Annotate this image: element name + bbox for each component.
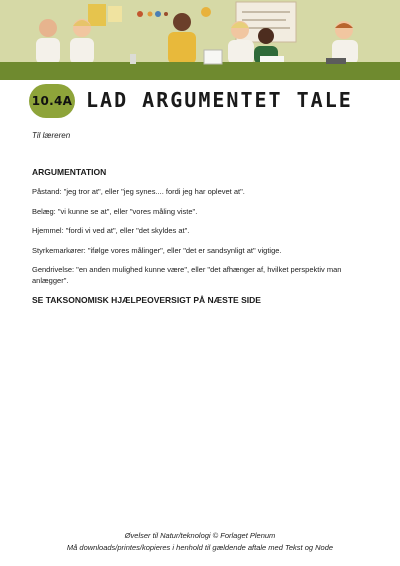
footer-license: Må downloads/printes/kopieres i henhold til gældende aftale med Tekst og Node <box>66 543 334 552</box>
sun-icon <box>201 7 211 17</box>
section-heading-reference: SE TAKSONOMISK HJÆLPEOVERSIGT PÅ NÆSTE SIDE <box>32 295 261 305</box>
footer-copyright: Øvelser til Natur/teknologi © Forlaget Plenum <box>124 531 276 540</box>
paragraph-pastand: Påstand: "jeg tror at", eller "jeg synes.... fordi jeg har oplevet at". <box>32 187 245 196</box>
page-title: LAD ARGUMENTET TALE <box>86 88 353 112</box>
page-footer <box>0 530 400 554</box>
paragraph-belaeg: Belæg: "vi kunne se at", eller "vores måling viste". <box>32 206 198 216</box>
paragraph-hjemmel: Hjemmel: "fordi vi ved at", eller "det skyldes at". <box>32 226 190 235</box>
poster-note <box>108 6 122 22</box>
exercise-number: 10.4A <box>31 94 73 108</box>
paragraph-gendrivelse: Gendrivelse: "en anden mulighed kunne være", eller "det afhænger af, hvilket perspektiv man anlægger". <box>32 265 342 285</box>
audience-label: Til læreren <box>32 131 71 140</box>
child-second <box>70 19 94 64</box>
table <box>0 62 400 80</box>
paragraph-styrkemarkorer: Styrkemarkører: "ifølge vores målinger", eller "det er sandsynligt at" vigtige. <box>32 245 282 255</box>
main-content <box>32 167 372 315</box>
classroom-illustration <box>0 0 400 80</box>
header-illustration <box>0 0 400 80</box>
exercise-number-badge <box>29 84 75 118</box>
child-left <box>36 19 60 64</box>
section-heading-argumentation: ARGUMENTATION <box>32 167 107 177</box>
poster-yellow <box>88 4 106 26</box>
